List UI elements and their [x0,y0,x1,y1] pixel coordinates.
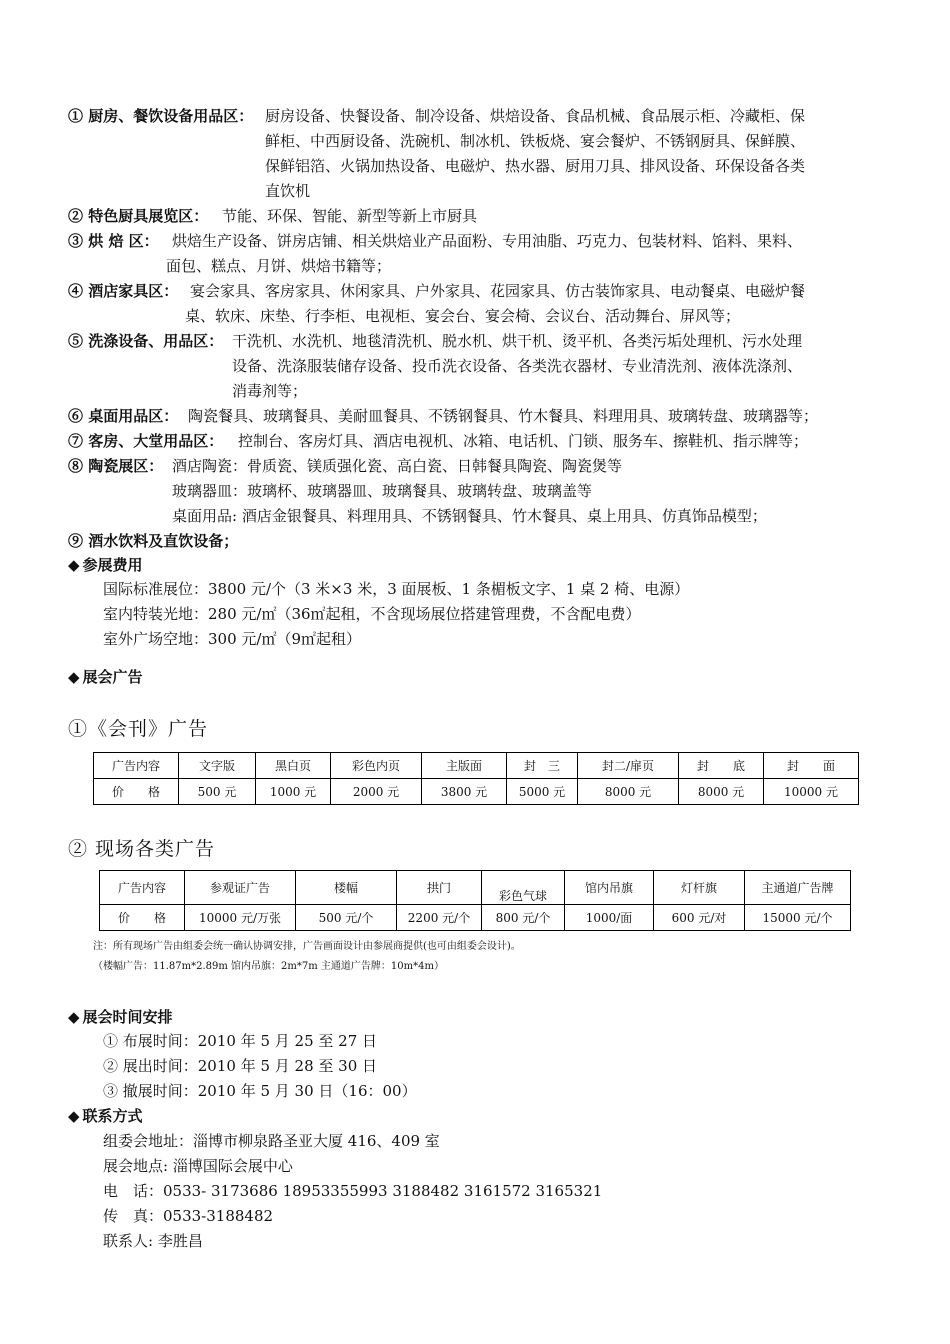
diamond-bullet-icon: ◆ [68,1107,80,1125]
table-cell: 广告内容 [94,753,179,779]
table-cell: 广告内容 [100,871,185,905]
table-row [94,779,859,805]
zone-1-line-4: 直饮机 [265,182,311,200]
schedule-setup: ① 布展时间：2010 年 5 月 25 至 27 日 [103,1032,378,1050]
zone-2-title: ② 特色厨具展览区： [68,207,209,225]
zone-3-title: ③ 烘 焙 区： [68,232,159,250]
table-cell: 楼幅 [296,871,397,905]
table-cell: 2000 元 [331,779,422,805]
table-cell: 封 底 [679,753,764,779]
schedule-heading: ◆ 展会时间安排 [68,1008,173,1026]
table-cell: 黑白页 [256,753,331,779]
zone-5-title: ⑤ 洗涤设备、用品区： [68,332,224,350]
table-row [94,753,859,779]
zone-8-line-3: 桌面用品: 酒店金银餐具、料理用具、不锈钢餐具、竹木餐具、桌上用具、仿真饰品模型； [172,507,767,525]
table-row [100,905,851,931]
zone-8-line-1: 酒店陶瓷：骨质瓷、镁质强化瓷、高白瓷、日韩餐具陶瓷、陶瓷煲等 [172,457,623,475]
ads-note-2: （楼幅广告：11.87m*2.89m 馆内吊旗：2m*7m 主通道广告牌：10m*4m） [93,961,444,972]
table-cell: 3800 元 [422,779,507,805]
fees-heading: ◆ 参展费用 [68,556,143,574]
table-cell: 价 格 [94,779,179,805]
contact-person: 联系人: 李胜昌 [103,1232,203,1250]
diamond-bullet-icon: ◆ [68,1008,80,1026]
table-cell: 15000 元/个 [745,905,851,931]
onsite-ads-title: ② 现场各类广告 [68,838,216,860]
onsite-ads-table [99,870,851,931]
table-cell: 5000 元 [507,779,578,805]
zone-6-line-1: 陶瓷餐具、玻璃餐具、美耐皿餐具、不锈钢餐具、竹木餐具、料理用具、玻璃转盘、玻璃器等； [188,407,819,425]
contact-heading: ◆ 联系方式 [68,1107,143,1125]
zone-6-title: ⑥ 桌面用品区： [68,407,179,425]
table-cell: 封 面 [764,753,859,779]
contact-venue: 展会地点: 淄博国际会展中心 [103,1157,293,1175]
table-cell: 1000 元 [256,779,331,805]
zone-5-line-2: 设备、洗涤服装储存设备、投币洗衣设备、各类洗衣器材、专业清洗剂、液体洗涤剂、 [232,357,803,375]
zone-4-line-1: 宴会家具、客房家具、休闲家具、户外家具、花园家具、仿古装饰家具、电动餐桌、电磁炉餐 [190,282,806,300]
table-cell: 8000 元 [578,779,679,805]
contact-address: 组委会地址：淄博市柳泉路圣亚大厦 416、409 室 [103,1132,440,1150]
table-cell: 10000 元 [764,779,859,805]
zone-5-line-1: 干洗机、水洗机、地毯清洗机、脱水机、烘干机、烫平机、各类污垢处理机、污水处理 [232,332,803,350]
table-cell: 彩色内页 [331,753,422,779]
table-cell: 10000 元/万张 [185,905,296,931]
table-cell: 主版面 [422,753,507,779]
table-cell: 参观证广告 [185,871,296,905]
table-cell: 封 三 [507,753,578,779]
table-cell: 文字版 [179,753,256,779]
zone-4-line-2: 桌、软床、床垫、行李柜、电视柜、宴会台、宴会椅、会议台、活动舞台、屏风等； [185,307,741,325]
zone-3-line-2: 面包、糕点、月饼、烘焙书籍等； [166,257,392,275]
fee-indoor-space: 室内特装光地：280 元/㎡（36㎡起租，不含现场展位搭建管理费，不含配电费） [103,605,641,623]
zone-4-title: ④ 酒店家具区： [68,282,179,300]
zone-5-line-3: 消毒剂等； [232,382,308,400]
zone-1-title: ① 厨房、餐饮设备用品区： [68,107,254,125]
contact-fax: 传 真：0533-3188482 [103,1207,274,1225]
zone-8-title: ⑧ 陶瓷展区： [68,457,164,475]
zone-1-line-2: 鲜柜、中西厨设备、洗碗机、制冰机、铁板烧、宴会餐炉、不锈钢厨具、保鲜膜、 [265,132,806,150]
journal-ads-title: ①《会刊》广告 [68,718,209,740]
table-cell: 500 元 [179,779,256,805]
table-cell: 2200 元/个 [397,905,482,931]
ads-note-1: 注：所有现场广告由组委会统一确认协调安排，广告画面设计由参展商提供(也可由组委会设计)。 [93,941,521,952]
table-cell: 1000/面 [565,905,654,931]
diamond-bullet-icon: ◆ [68,668,80,686]
table-cell: 灯杆旗 [654,871,745,905]
table-cell: 600 元/对 [654,905,745,931]
zone-9-title: ⑨ 酒水饮料及直饮设备； [68,532,239,550]
contact-phone: 电 话：0533- 3173686 18953355993 3188482 3161572 3165321 [103,1182,603,1200]
zone-2-line-1: 节能、环保、智能、新型等新上市厨具 [222,207,478,225]
fee-standard-booth: 国际标准展位：3800 元/个（3 米×3 米，3 面展板、1 条楣板文字、1 桌 2 椅、电源） [103,580,690,598]
zone-3-line-1: 烘焙生产设备、饼房店铺、相关烘焙业产品面粉、专用油脂、巧克力、包装材料、馅料、果料、 [172,232,803,250]
table-row [100,871,851,905]
diamond-bullet-icon: ◆ [68,556,80,574]
zone-1-line-1: 厨房设备、快餐设备、制冷设备、烘焙设备、食品机械、食品展示柜、冷藏柜、保 [265,107,806,125]
ads-heading: ◆ 展会广告 [68,668,143,686]
table-cell: 主通道广告牌 [745,871,851,905]
zone-7-title: ⑦ 客房、大堂用品区： [68,432,224,450]
zone-1-line-3: 保鲜铝箔、火锅加热设备、电磁炉、热水器、厨用刀具、排风设备、环保设备各类 [265,157,806,175]
table-cell: 彩色气球 [482,871,565,905]
schedule-show: ② 展出时间：2010 年 5 月 28 至 30 日 [103,1057,378,1075]
table-cell: 拱门 [397,871,482,905]
table-cell: 800 元/个 [482,905,565,931]
table-cell: 500 元/个 [296,905,397,931]
schedule-teardown: ③ 撤展时间：2010 年 5 月 30 日（16：00） [103,1082,417,1100]
journal-ads-table [93,752,859,805]
fee-outdoor-space: 室外广场空地：300 元/㎡（9㎡起租） [103,630,361,648]
table-cell: 馆内吊旗 [565,871,654,905]
zone-8-line-2: 玻璃器皿：玻璃杯、玻璃器皿、玻璃餐具、玻璃转盘、玻璃盖等 [172,482,593,500]
table-cell: 封二/扉页 [578,753,679,779]
table-cell: 价 格 [100,905,185,931]
zone-7-line-1: 控制台、客房灯具、酒店电视机、冰箱、电话机、门锁、服务车、擦鞋机、指示牌等； [238,432,809,450]
table-cell: 8000 元 [679,779,764,805]
